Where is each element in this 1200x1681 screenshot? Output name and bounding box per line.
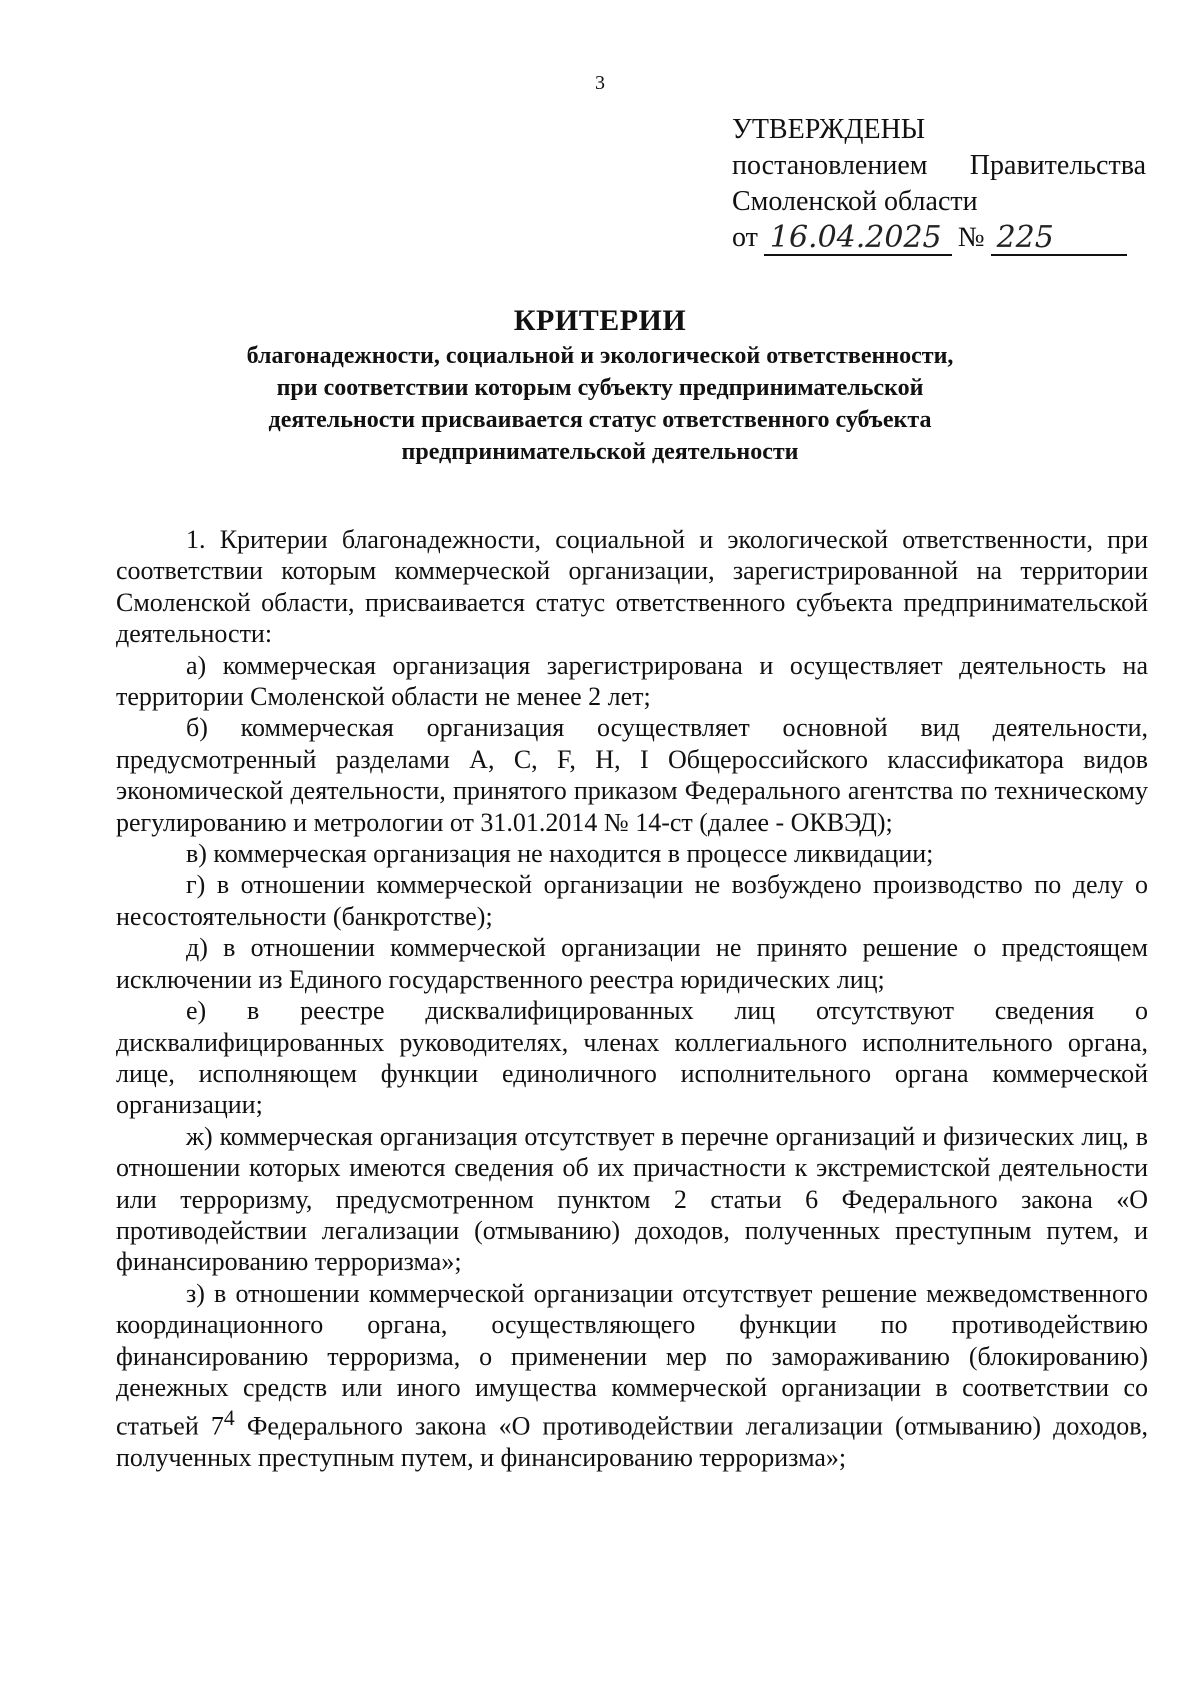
paragraph: 1. Критерии благонадежности, социальной и экологической ответственности, при соответствии которым коммерческой организации, зарегистрированной на территории Смоленской области, присваивается статус ответственного субъекта предпринимательской деятельности: bbox=[116, 525, 1148, 649]
number-label: № bbox=[957, 222, 985, 253]
handwritten-number: 225 bbox=[991, 222, 1127, 256]
approval-date-number-line bbox=[732, 220, 1146, 256]
paragraph-last-part2: Федерального закона «О противодействии легализации (отмыванию) доходов, полученных преступным путем, и финансированию терроризма»; bbox=[116, 1412, 1148, 1473]
page-number: 3 bbox=[595, 72, 605, 94]
approval-line2 bbox=[732, 148, 1146, 184]
handwritten-date: 16.04.2025 bbox=[764, 222, 952, 256]
approval-heading: УТВЕРЖДЕНЫ bbox=[732, 114, 926, 145]
approval-line3: Смоленской области bbox=[732, 186, 978, 217]
paragraph: д) в отношении коммерческой организации не принято решение о предстоящем исключении из Единого государственного реестра юридических лиц; bbox=[116, 933, 1148, 994]
paragraph: е) в реестре дисквалифицированных лиц отсутствуют сведения о дисквалифицированных руководителях, членах коллегиального исполнительного органа, лице, исполняющем функции единоличного исполнительного органа коммерческой организации; bbox=[116, 996, 1148, 1120]
paragraph: б) коммерческая организация осуществляет основной вид деятельности, предусмотренный разделами A, C, F, H, I Общероссийского классификатора видов экономической деятельности, принятого приказом Федерального агентства по техническому регулированию и метрологии от 31.01.2014 № 14-ст (далее - ОКВЭД); bbox=[116, 713, 1148, 837]
paragraph: в) коммерческая организация не находится в процессе ликвидации; bbox=[186, 839, 934, 869]
title-main: КРИТЕРИИ bbox=[513, 304, 687, 337]
from-label: от bbox=[732, 222, 758, 253]
document-body bbox=[116, 524, 1148, 1474]
approval-line2-right: Правительства bbox=[969, 150, 1146, 181]
paragraph-last bbox=[116, 1278, 1148, 1474]
approval-line2-left: постановлением bbox=[732, 150, 928, 181]
approval-stamp bbox=[732, 112, 1146, 256]
paragraph: а) коммерческая организация зарегистрирована и осуществляет деятельность на территории Смоленской области не менее 2 лет; bbox=[116, 650, 1148, 712]
paragraph-last-part1: з) в отношении коммерческой организации отсутствует решение межведомственного координационного органа, осуществляющего функции по противодействию финансированию терроризма, о применении мер по замораживанию (блокированию) денежных средств или иного имущества коммерческой организации в соответствии со статьей 7 bbox=[116, 1278, 1148, 1442]
paragraph: г) в отношении коммерческой организации не возбуждено производство по делу о несостоятельности (банкротстве); bbox=[116, 870, 1148, 931]
title-subtitle: благонадежности, социальной и экологической ответственности, при соответствии которым субъекту предпринимательской деятельности присваивается статус ответственного субъекта предпринимательской деятельности bbox=[246, 343, 954, 465]
document-title bbox=[240, 302, 960, 468]
paragraph: ж) коммерческая организация отсутствует в перечне организаций и физических лиц, в отношении которых имеются сведения об их причастности к экстремистской деятельности или терроризму, предусмотренном пунктом 2 статьи 6 Федерального закона «О противодействии легализации (отмыванию) доходов, полученных преступным путем, и финансированию терроризма»; bbox=[116, 1121, 1148, 1277]
article-superscript: 4 bbox=[223, 1406, 235, 1431]
